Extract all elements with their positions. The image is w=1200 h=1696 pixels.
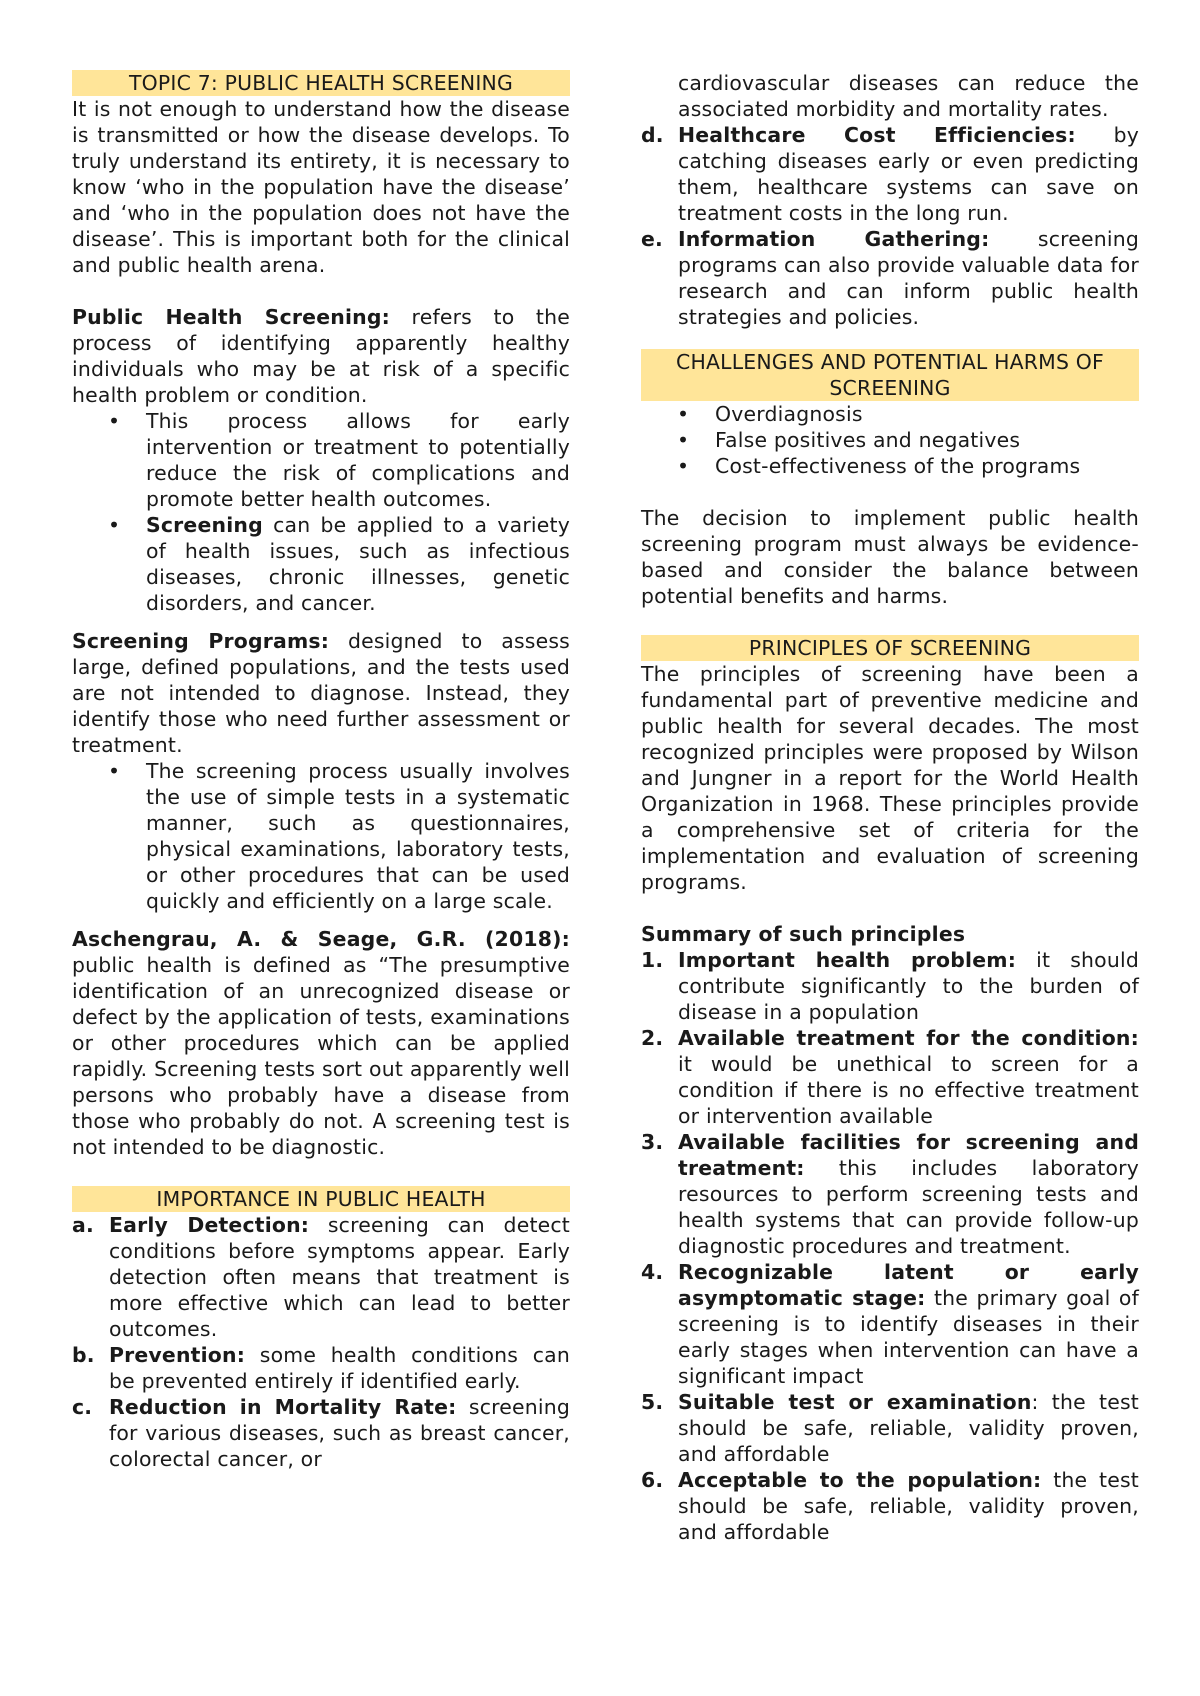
item-marker: a. [72, 1213, 94, 1237]
item-term: Available treatment for the condition: [678, 1026, 1139, 1050]
item-text: it would be unethical to screen for a condition if there is no effective treatment or intervention available [678, 1052, 1139, 1128]
item-text: the primary goal of screening is to identify diseases in their early stages when intervention can have a significant impact [678, 1286, 1139, 1388]
item-term: Important health problem: [678, 948, 1017, 972]
item-text: screening programs can also provide valuable data for research and can inform public health strategies and policies. [678, 227, 1139, 329]
challenges-header: CHALLENGES AND POTENTIAL HARMS OF SCREENING [641, 349, 1139, 401]
item-marker: d. [641, 123, 664, 147]
left-column [72, 70, 570, 1472]
item-term: Available facilities for screening and treatment: [678, 1130, 1139, 1180]
phs-bullet-2 [72, 512, 570, 616]
item-text: screening can detect conditions before symptoms appear. Early detection often means that treatment is more effective which can lead to better outcomes. [109, 1213, 570, 1341]
item-marker: 2. [641, 1026, 664, 1050]
item-text: the test should be safe, reliable, validity proven, and affordable [678, 1468, 1139, 1544]
principle-item-3 [641, 1129, 1139, 1259]
importance-item-a [72, 1212, 570, 1342]
principle-item-4 [641, 1259, 1139, 1389]
item-term: Prevention: [109, 1343, 246, 1367]
topic-header: TOPIC 7: PUBLIC HEALTH SCREENING [72, 70, 570, 96]
phs-bullet-2-text: can be applied to a variety of health issues, such as infectious diseases, chronic illnesses, genetic disorders, and cancer. [146, 513, 570, 615]
decision-paragraph: The decision to implement public health screening program must always be evidence-based and consider the balance between potential benefits and harms. [641, 506, 1139, 608]
item-marker: 3. [641, 1130, 664, 1154]
item-text: : the test should be safe, reliable, validity proven, and affordable [678, 1390, 1139, 1466]
importance-item-d [641, 122, 1139, 226]
sp-bullets [72, 758, 570, 914]
importance-header: IMPORTANCE IN PUBLIC HEALTH [72, 1186, 570, 1212]
item-term: Healthcare Cost Efficiencies: [678, 123, 1076, 147]
reference-text: public health is defined as “The presumptive identification of an unrecognized disease or defect by the application of tests, examinations or other procedures which can be applied rapidly. Screening tests sort out apparently well persons who probably have a disease from those who probably do not. A screening test is not intended to be diagnostic. [72, 953, 570, 1159]
item-term: Reduction in Mortality Rate: [109, 1395, 457, 1419]
sp-bullet-1: • The screening process usually involves the use of simple tests in a systematic manner, such as questionnaires, physical examinations, laboratory tests, or other procedures that can be used quickly and efficiently on a large scale. [72, 758, 570, 914]
importance-item-c [72, 1394, 570, 1472]
phs-definition [72, 304, 570, 408]
challenges-list [641, 401, 1139, 479]
item-marker: e. [641, 227, 663, 251]
phs-def-text: refers to the process of identifying apparently healthy individuals who may be at risk of a specific health problem or condition. [72, 305, 570, 407]
item-marker: b. [72, 1343, 95, 1367]
principles-intro: The principles of screening have been a fundamental part of preventive medicine and public health for several decades. The most recognized principles were proposed by Wilson and Jungner in a report for the World Health Organization in 1968. These principles provide a comprehensive set of criteria for the implementation and evaluation of screening programs. [641, 662, 1139, 894]
phs-term: Public Health Screening: [72, 305, 391, 329]
reference-term: Aschengrau, A. & Seage, G.R. (2018): [72, 927, 570, 951]
item-term: Suitable test or examination [678, 1390, 1032, 1414]
item-text: it should contribute significantly to the burden of disease in a population [678, 948, 1139, 1024]
item-text: screening for various diseases, such as breast cancer, colorectal cancer, or [109, 1395, 571, 1471]
phs-bullet-2-term: Screening [146, 513, 263, 537]
importance-list-continued [641, 70, 1139, 330]
importance-item-e [641, 226, 1139, 330]
challenge-item: • Overdiagnosis [641, 401, 1139, 427]
principles-header: PRINCIPLES OF SCREENING [641, 635, 1139, 661]
item-term: Information Gathering: [678, 227, 990, 251]
importance-item-c-continued: cardiovascular diseases can reduce the associated morbidity and mortality rates. [678, 71, 1139, 121]
item-term: Acceptable to the population: [678, 1468, 1042, 1492]
item-marker: 5. [641, 1390, 664, 1414]
item-text: by catching diseases early or even predicting them, healthcare systems can save on treatment costs in the long run. [678, 123, 1139, 225]
phs-bullet-1: • This process allows for early intervention or treatment to potentially reduce the risk of complications and promote better health outcomes. [72, 408, 570, 512]
principle-item-5 [641, 1389, 1139, 1467]
sp-definition [72, 628, 570, 758]
intro-paragraph: It is not enough to understand how the disease is transmitted or how the disease develops. To truly understand its entirety, it is necessary to know ‘who in the population have the disease’ and ‘who in the population does not have the disease’. This is important both for the clinical and public health arena. [72, 97, 570, 277]
item-marker: 1. [641, 948, 664, 972]
item-marker: 6. [641, 1468, 664, 1492]
principle-item-1 [641, 947, 1139, 1025]
challenge-item: • False positives and negatives [641, 427, 1139, 453]
item-marker: 4. [641, 1260, 664, 1284]
reference-paragraph [72, 926, 570, 1160]
right-column [641, 70, 1139, 1545]
item-term: Recognizable latent or early asymptomatic stage: [678, 1260, 1139, 1310]
principle-item-6 [641, 1467, 1139, 1545]
item-term: Early Detection: [109, 1213, 310, 1237]
principle-item-2 [641, 1025, 1139, 1129]
phs-bullets [72, 408, 570, 616]
summary-title: Summary of such principles [641, 922, 966, 946]
item-text: some health conditions can be prevented entirely if identified early. [109, 1343, 570, 1393]
principles-list [641, 947, 1139, 1545]
item-marker: c. [72, 1395, 93, 1419]
importance-list [72, 1212, 570, 1472]
sp-def-text: designed to assess large, defined populations, and the tests used are not intended to diagnose. Instead, they identify those who need further assessment or treatment. [72, 629, 570, 757]
importance-item-b [72, 1342, 570, 1394]
challenge-item: • Cost-effectiveness of the programs [641, 453, 1139, 479]
sp-term: Screening Programs: [72, 629, 330, 653]
item-text: this includes laboratory resources to perform screening tests and health systems that can provide follow-up diagnostic procedures and treatment. [678, 1156, 1139, 1258]
